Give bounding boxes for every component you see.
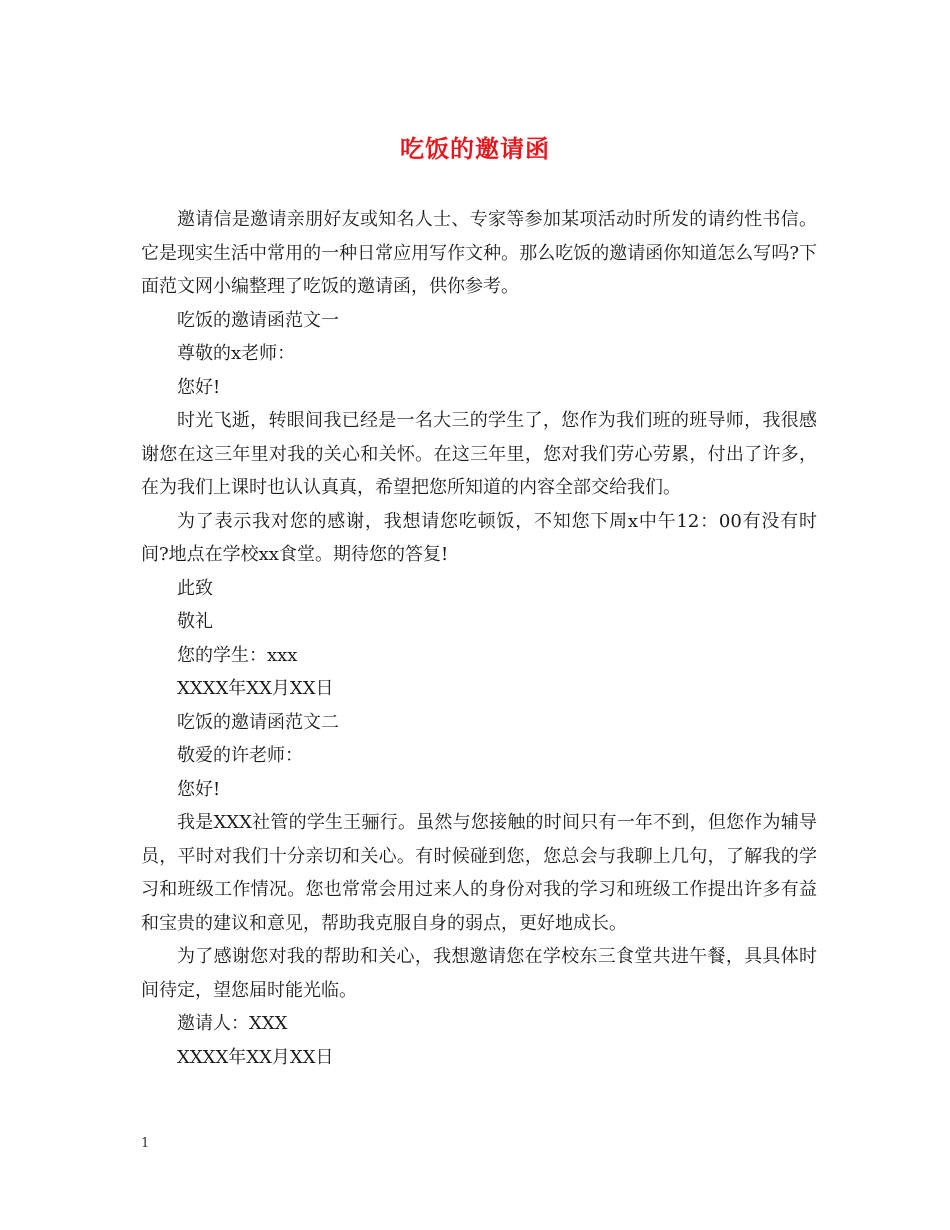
sample2-inviter: 邀请人：XXX — [177, 1013, 288, 1034]
sample1-paragraph-2: 为了表示我对您的感谢，我想请您吃顿饭，不知您下周x中午12：00有没有时间?地点在学校xx食堂。期待您的答复! — [141, 510, 817, 565]
sample2-date: XXXX年XX月XX日 — [177, 1046, 334, 1068]
sample1-salutation: 尊敬的x老师： — [177, 343, 296, 364]
sample1-date: XXXX年XX月XX日 — [177, 678, 334, 699]
page-number: 1 — [141, 1136, 150, 1151]
sample1-closing-1: 此致 — [177, 577, 213, 599]
sample1-signature: 您的学生：xxx — [177, 644, 298, 666]
document-title: 吃饭的邀请函 — [400, 134, 550, 163]
intro-paragraph: 邀请信是邀请亲朋好友或知名人士、专家等参加某项活动时所发的请约性书信。它是现实生活中常用的一种日常应用写作文种。那么吃饭的邀请函你知道怎么写吗?下面范文网小编整理了吃饭的邀请函，供你参考。 — [141, 209, 817, 297]
sample2-salutation: 敬爱的许老师： — [177, 745, 303, 766]
sample1-greeting: 您好! — [177, 376, 221, 398]
sample2-paragraph-1: 我是XXX社管的学生王骊行。虽然与您接触的时间只有一年不到，但您作为辅导员，平时对我们十分亲切和关心。有时候碰到您，您总会与我聊上几句，了解我的学习和班级工作情况。您也常常会用过来人的身份对我的学习和班级工作提出许多有益和宝贵的建议和意见，帮助我克服自身的弱点，更好地成长。 — [141, 812, 817, 934]
document-body — [141, 203, 817, 1074]
sample1-heading: 吃饭的邀请函范文一 — [177, 309, 339, 331]
sample2-heading: 吃饭的邀请函范文二 — [177, 711, 339, 733]
sample1-closing-2: 敬礼 — [177, 611, 213, 632]
sample1-paragraph-1: 时光飞逝，转眼间我已经是一名大三的学生了，您作为我们班的班导师，我很感谢您在这三年里对我的关心和关怀。在这三年里，您对我们劳心劳累，付出了许多，在为我们上课时也认认真真，希望把您所知道的内容全部交给我们。 — [141, 410, 817, 498]
sample2-greeting: 您好! — [177, 778, 221, 800]
sample2-paragraph-2: 为了感谢您对我的帮助和关心，我想邀请您在学校东三食堂共进午餐，具具体时间待定，望您届时能光临。 — [141, 946, 817, 1001]
